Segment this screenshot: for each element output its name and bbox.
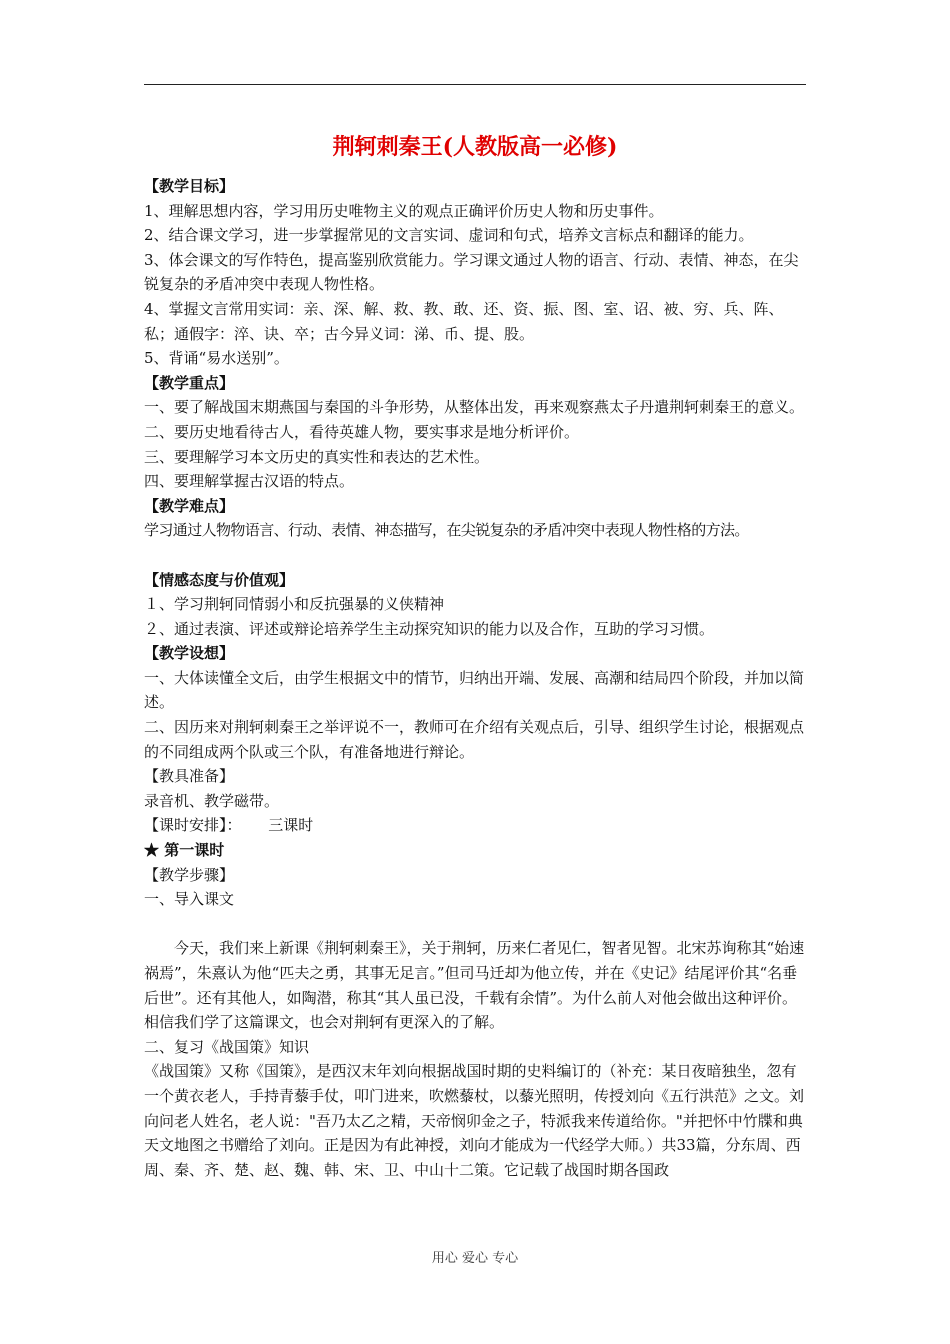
step-two: 二、复习《战国策》知识	[144, 1037, 310, 1056]
tools-text: 录音机、教学磁带。	[144, 791, 280, 810]
document-title: 荆轲刺秦王(人教版高一必修)	[332, 134, 618, 160]
design-item: 一、大体读懂全文后，由学生根据文中的情节，归纳出开端、发展、高潮和结局四个阶段，并加以简述。	[144, 668, 805, 712]
difficulty-heading: 【教学难点】	[144, 496, 235, 515]
schedule-value: 三课时	[268, 816, 314, 835]
design-heading: 【教学设想】	[144, 644, 235, 663]
focus-item: 二、要历史地看待古人，看待英雄人物，要实事求是地分析评价。	[144, 422, 580, 441]
steps-heading: 【教学步骤】	[144, 865, 235, 884]
tools-heading: 【教具准备】	[144, 767, 235, 786]
zhanguoce-paragraph: 《战国策》又称《国策》，是西汉末年刘向根据战国时期的史料编订的（补充：某日夜暗独坐，忽有一个黄衣老人，手持青藜手仗，叩门进来，吹燃藜杖，以藜光照明，传授刘向《五行洪范》之文。刘向问老人姓名，老人说："吾乃太乙之精，天帝悯卯金之子，特派我来传道给你。"并把怀中竹牒和典天文地图之书赠给了刘向。正是因为有此神授，刘向才能成为一代经学大师。）共33篇，分东周、西周、秦、齐、楚、赵、魏、韩、宋、卫、中山十二策。它记载了战国时期各国政	[144, 1062, 805, 1179]
goal-item: 1、理解思想内容，学习用历史唯物主义的观点正确评价历史人物和历史事件。	[144, 201, 664, 220]
schedule-line	[144, 813, 824, 838]
goal-item: 4、掌握文言常用实词：亲、深、解、救、教、敢、还、资、振、图、室、诏、被、穷、兵、阵、私；通假字：淬、诀、卒；古今异义词：涕、币、提、股。	[144, 299, 784, 343]
intro-paragraph: 今天，我们来上新课《荆轲刺秦王》，关于荆轲，历来仁者见仁，智者见智。北宋苏询称其“始速祸焉”，朱熹认为他“匹夫之勇，其事无足言。”但司马迁却为他立传，并在《史记》结尾评价其“名垂后世”。还有其他人，如陶潜，称其“其人虽已没，千载有余情”。为什么前人对他会做出这种评价。相信我们学了这篇课文，也会对荆轲有更深入的了解。	[144, 939, 805, 1032]
focus-item: 三、要理解学习本文历史的真实性和表达的艺术性。	[144, 447, 490, 466]
values-item: １、学习荆轲同情弱小和反抗强暴的义侠精神	[144, 595, 445, 614]
difficulty-text: 学习通过人物物语言、行动、表情、神态描写，在尖锐复杂的矛盾冲突中表现人物性格的方法。	[144, 521, 749, 540]
goal-item: 2、结合课文学习，进一步掌握常见的文言实词、虚词和句式，培养文言标点和翻译的能力。	[144, 226, 754, 245]
spacer	[144, 543, 824, 568]
header-rule	[144, 84, 806, 85]
values-heading: 【情感态度与价值观】	[144, 570, 295, 589]
step-one: 一、导入课文	[144, 890, 235, 909]
page-footer: 用心 爱心 专心	[431, 1251, 519, 1266]
design-item: 二、因历来对荆轲刺秦王之举评说不一，教师可在介绍有关观点后，引导、组织学生讨论，根据观点的不同组成两个队或三个队，有准备地进行辩论。	[144, 718, 805, 761]
goal-item: 5、背诵“易水送别”。	[144, 349, 289, 368]
schedule-heading: 【课时安排】：	[144, 816, 242, 835]
focus-item: 四、要理解掌握古汉语的特点。	[144, 472, 355, 491]
spacer	[144, 912, 824, 937]
lesson-one-heading: ★ 第一课时	[144, 841, 225, 860]
focus-heading: 【教学重点】	[144, 373, 235, 392]
values-item: ２、通过表演、评述或辩论培养学生主动探究知识的能力以及合作，互助的学习习惯。	[144, 619, 715, 638]
goal-item: 3、体会课文的写作特色，提高鉴别欣赏能力。学习课文通过人物的语言、行动、表情、神态，在尖锐复杂的矛盾冲突中表现人物性格。	[144, 250, 799, 294]
goals-heading: 【教学目标】	[144, 177, 235, 195]
document-body	[144, 130, 824, 1182]
focus-item: 一、要了解战国末期燕国与秦国的斗争形势，从整体出发，再来观察燕太子丹遣荆轲刺秦王的意义。	[144, 398, 805, 417]
